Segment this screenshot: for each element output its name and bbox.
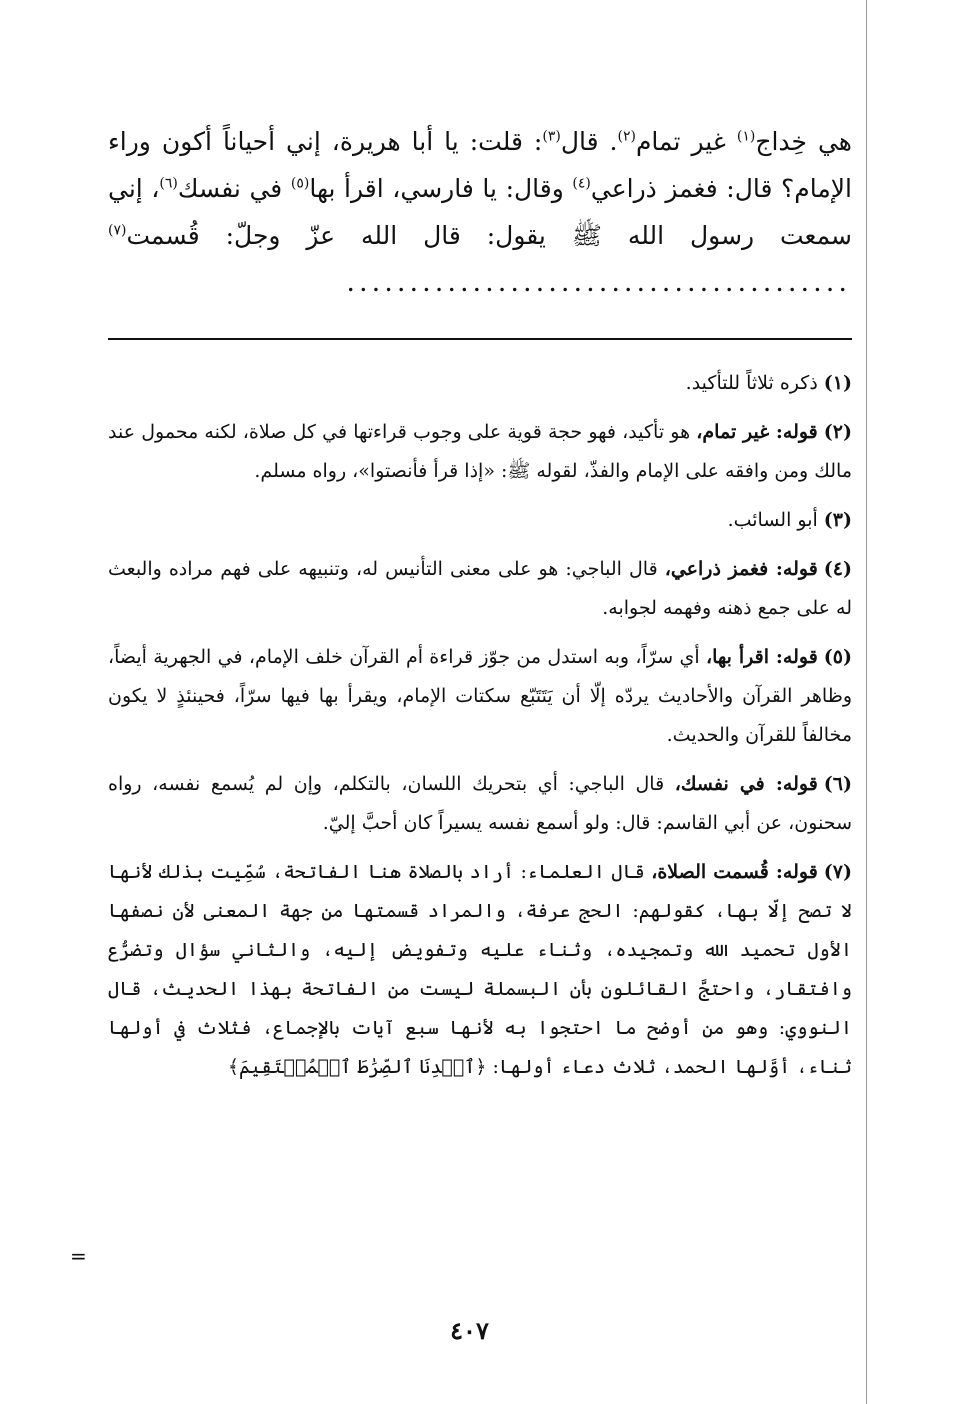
footnote-number: (٦) (823, 773, 852, 795)
footnote-text: قال العلماء: أراد بالصلاة هنا الفاتحة، سُمِّيت بذلك لأنها لا تصح إلّا بها، كقولهم: الحج عرفة، والمراد قسمتها من جهة المعنى لأن نصفها الأول تحميد الله وتمجيده، وثناء عليه وتفويض إليه، والثاني سؤال وتضرُّع وافتقار، واحتجَّ القائلون بأن البسملة ليست من الفاتحة بهذا الحديث، قال النووي: وهو من أوضح ما احتجوا به لأنها سبع آيات بالإجماع، فثلاث في أولها ثناء، أوَّلها الحمد، ثلاث دعاء أولها: ﴿ٱهۡدِنَا ٱلصِّرَٰطَ ٱلۡمُسۡتَقِيمَ﴾ (108, 861, 852, 1078)
footnote-ref: (٦) (159, 175, 178, 192)
footnote-heading: قوله: غير تمام، (696, 421, 818, 443)
main-text-segment: ، إني سمعت رسول الله ﷺ يقول: قال الله عزّ وجلّ: قُسمت (108, 174, 852, 250)
footnote-heading: قوله: فغمز ذراعي، (664, 558, 818, 580)
main-text-segment: هي خِداج (755, 127, 852, 156)
footnote-ref: (٤) (572, 175, 591, 192)
dotted-leader: ........................................ (347, 274, 852, 296)
footnote-5 (108, 638, 852, 755)
page-edge-line (866, 0, 867, 1404)
page-number (0, 1316, 955, 1345)
footnote-7 (108, 853, 852, 1087)
footnote-heading: قوله: اقرأ بها، (706, 646, 818, 668)
footnote-number: (٧) (823, 861, 853, 883)
footnote-text: قال الباجي: أي بتحريك اللسان، بالتكلم، وإن لم يُسمع نفسه، رواه سحنون، عن أبي القاسم: قال: ولو أسمع نفسه يسيراً كان أحبَّ إليّ. (108, 773, 852, 834)
footnote-1 (108, 364, 852, 403)
footnote-ref: (٧) (108, 222, 127, 239)
main-text-segment: غير تمام (635, 127, 737, 156)
main-text-segment: في نفسك (177, 174, 291, 203)
footnote-number: (٤) (823, 558, 852, 580)
footnote-ref: (٣) (542, 128, 561, 145)
footnote-ref: (١) (736, 128, 756, 145)
footnote-number: (٣) (823, 509, 852, 531)
footnote-6 (108, 765, 852, 843)
footnote-ref: (٢) (617, 128, 636, 145)
continuation-mark: = (70, 1244, 87, 1268)
footnote-text: ذكره ثلاثاً للتأكيد. (685, 372, 818, 394)
footnote-text: أبو السائب. (727, 509, 818, 531)
main-text-segment: وقال: يا فارسي، اقرأ بها (309, 174, 573, 203)
main-text-segment: . قال (560, 127, 618, 156)
footnote-3 (108, 501, 852, 540)
footnote-number: (٢) (823, 421, 852, 443)
main-text-segment: : قلت: يا أبا هريرة، إني أحياناً أكون وراء الإمام؟ قال: فغمز ذراعي (108, 127, 852, 203)
footnote-text: هو تأكيد، فهو حجة قوية على وجوب قراءتها في كل صلاة، لكنه محمول عند مالك ومن وافقه على الإمام والفذّ، لقوله ﷺ: «إذا قرأ فأنصتوا»، رواه مسلم. (108, 421, 852, 482)
footnote-4 (108, 550, 852, 628)
footnote-text: قال الباجي: هو على معنى التأنيس له، وتنبيهه على فهم مراده والبعث له على جمع ذهنه وفهمه لجوابه. (108, 558, 852, 619)
footnote-ref: (٥) (290, 175, 310, 192)
footnote-heading: قوله: قُسمت الصلاة، (651, 861, 818, 883)
footnote-separator (108, 338, 852, 340)
main-text (108, 118, 852, 309)
footnote-heading: قوله: في نفسك، (674, 773, 818, 795)
footnote-number: (١) (823, 372, 852, 394)
page-number-text: ٤٠٧ (450, 1316, 489, 1345)
footnote-number: (٥) (823, 646, 852, 668)
main-paragraph (108, 118, 852, 309)
footnote-text: أي سرّاً، وبه استدل من جوّز قراءة أم القرآن خلف الإمام، في الجهرية أيضاً، وظاهر القرآن والأحاديث يردّه إلّا أن يَتَتَبّع سكتات الإمام، ويقرأ بها فيها سرّاً، فحينئذٍ لا يكون مخالفاً للقرآن والحديث. (108, 646, 852, 746)
footnotes-section (108, 364, 852, 1097)
footnote-2 (108, 413, 852, 491)
